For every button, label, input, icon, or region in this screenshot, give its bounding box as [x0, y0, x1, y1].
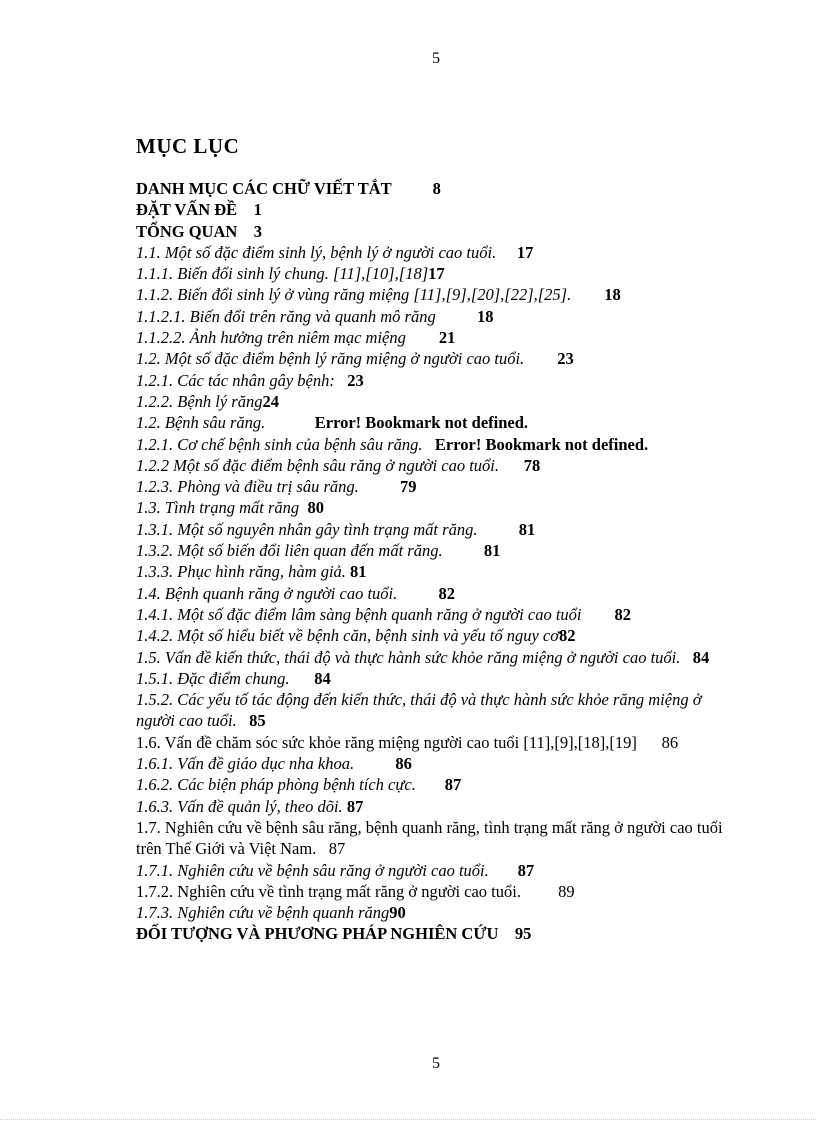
toc-entry[interactable]: 1.6.3. Vấn đề quản lý, theo dõi. 87: [136, 796, 364, 816]
bookmark-error: Error! Bookmark not defined.: [434, 434, 649, 454]
toc-entry[interactable]: 1.7. Nghiên cứu về bệnh sâu răng, bệnh quanh răng, tình trạng mất răng ở người cao tuổi trên Thế Giới và Việt Nam. 87: [136, 817, 723, 859]
toc-entry[interactable]: 1.7.2. Nghiên cứu về tình trạng mất răng ở người cao tuổi. 89: [136, 881, 575, 901]
toc-entry[interactable]: 1.6.2. Các biện pháp phòng bệnh tích cực. 87: [136, 775, 462, 795]
toc-entry[interactable]: 1.5.1. Đặc điểm chung. 84: [136, 668, 331, 688]
toc-entry[interactable]: 1.6. Vấn đề chăm sóc sức khỏe răng miệng người cao tuổi [11],[9],[18],[19] 86: [136, 732, 679, 752]
toc-entry[interactable]: 1.2. Một số đặc điểm bệnh lý răng miệng ở người cao tuổi. 23: [136, 349, 574, 369]
toc-entry[interactable]: 1.7.3. Nghiên cứu về bệnh quanh răng90: [136, 903, 406, 923]
page-edge-divider: [0, 1119, 816, 1120]
table-of-contents: [136, 178, 736, 945]
toc-entry[interactable]: 1.2.1. Cơ chế bệnh sinh của bệnh sâu răng. Error! Bookmark not defined.: [136, 434, 649, 454]
toc-entry[interactable]: ĐỐI TƯỢNG VÀ PHƯƠNG PHÁP NGHIÊN CỨU 95: [136, 924, 532, 944]
toc-entry[interactable]: 1.1. Một số đặc điểm sinh lý, bệnh lý ở người cao tuổi. 17: [136, 242, 534, 262]
page-number-bottom: 5: [432, 1055, 440, 1072]
toc-entry[interactable]: 1.5. Vấn đề kiến thức, thái độ và thực hành sức khỏe răng miệng ở người cao tuổi. 84: [136, 647, 710, 667]
toc-entry[interactable]: 1.5.2. Các yếu tố tác động đến kiến thức, thái độ và thực hành sức khỏe răng miệng ở người cao tuổi. 85: [136, 690, 702, 731]
toc-entry[interactable]: 1.3.3. Phục hình răng, hàm giả. 81: [136, 562, 367, 582]
toc-entry[interactable]: 1.2.2 Một số đặc điểm bệnh sâu răng ở người cao tuổi. 78: [136, 455, 541, 475]
toc-entry[interactable]: 1.2.1. Các tác nhân gây bệnh: 23: [136, 370, 364, 390]
toc-entry[interactable]: TỔNG QUAN 3: [136, 221, 263, 241]
bookmark-error: Error! Bookmark not defined.: [314, 413, 529, 433]
page-number-top: 5: [432, 50, 440, 67]
toc-entry[interactable]: 1.2. Bệnh sâu răng. Error! Bookmark not defined.: [136, 413, 529, 433]
toc-entry[interactable]: 1.4.2. Một số hiểu biết về bệnh căn, bệnh sinh và yếu tố nguy cơ82: [136, 626, 576, 646]
toc-entry[interactable]: 1.2.2. Bệnh lý răng24: [136, 391, 279, 411]
toc-entry[interactable]: 1.6.1. Vấn đề giáo dục nha khoa. 86: [136, 754, 412, 774]
toc-entry[interactable]: 1.1.2. Biến đổi sinh lý ở vùng răng miệng [11],[9],[20],[22],[25]. 18: [136, 285, 621, 305]
toc-entry[interactable]: 1.2.3. Phòng và điều trị sâu răng. 79: [136, 477, 417, 497]
toc-entry[interactable]: 1.1.1. Biến đổi sinh lý chung. [11],[10],[18]17: [136, 264, 445, 284]
toc-entry[interactable]: 1.4.1. Một số đặc điểm lâm sàng bệnh quanh răng ở người cao tuổi 82: [136, 604, 631, 624]
toc-heading: MỤC LỤC: [136, 134, 240, 158]
toc-entry[interactable]: 1.7.1. Nghiên cứu về bệnh sâu răng ở người cao tuổi. 87: [136, 860, 535, 880]
toc-entry[interactable]: 1.1.2.2. Ảnh hưởng trên niêm mạc miệng 21: [136, 328, 456, 348]
toc-entry[interactable]: DANH MỤC CÁC CHỮ VIẾT TẮT 8: [136, 179, 441, 198]
toc-entry[interactable]: 1.3. Tình trạng mất răng 80: [136, 498, 324, 518]
toc-entry[interactable]: 1.4. Bệnh quanh răng ở người cao tuổi. 82: [136, 583, 456, 603]
toc-entry[interactable]: 1.3.1. Một số nguyên nhân gây tình trạng mất răng. 81: [136, 519, 536, 539]
toc-entry[interactable]: ĐẶT VẤN ĐỀ 1: [136, 200, 262, 220]
toc-entry[interactable]: 1.1.2.1. Biến đổi trên răng và quanh mô răng 18: [136, 306, 494, 326]
toc-entry[interactable]: 1.3.2. Một số biến đổi liên quan đến mất răng. 81: [136, 541, 501, 561]
